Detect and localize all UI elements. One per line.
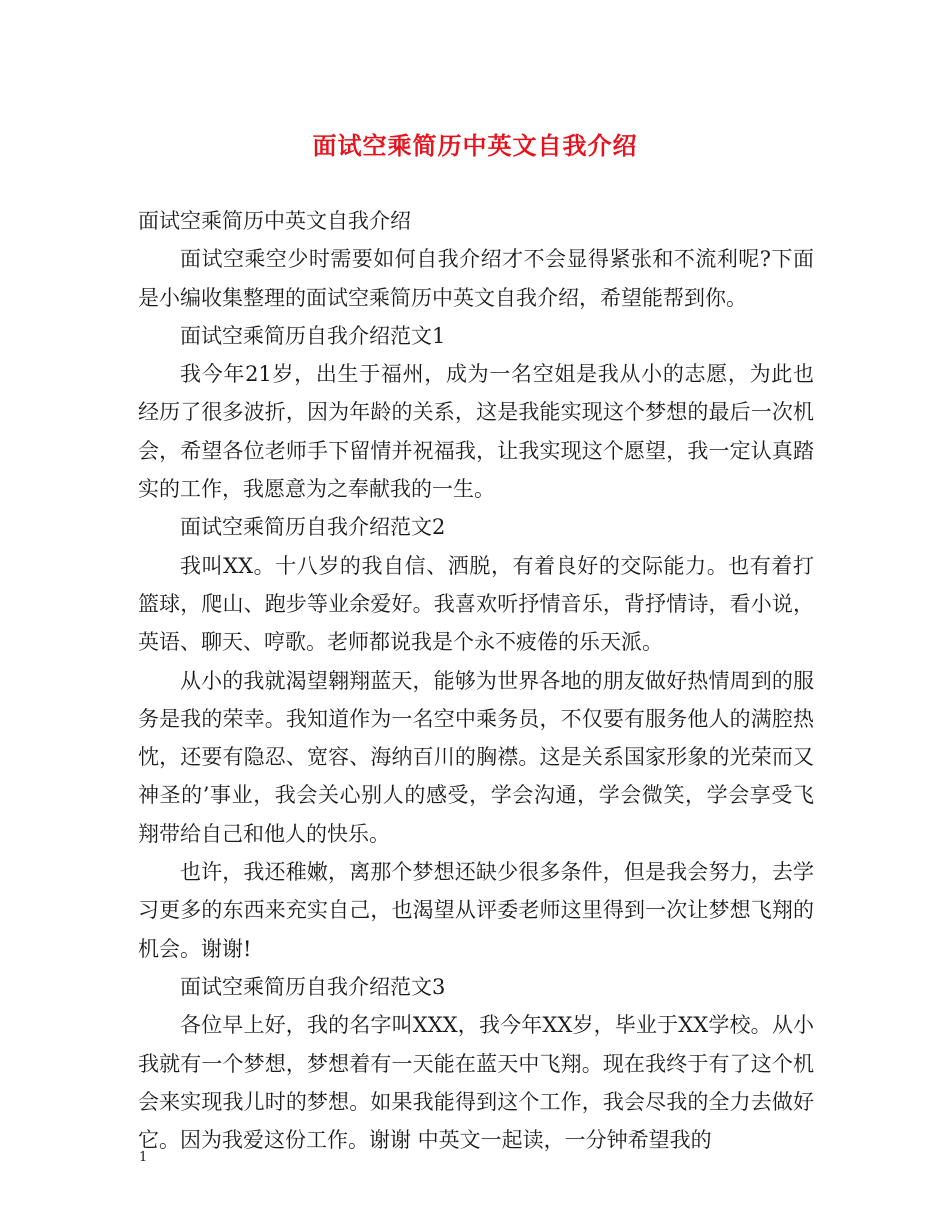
paragraph: 面试空乘简历自我介绍范文3 bbox=[180, 974, 446, 999]
paragraph: 各位早上好，我的名字叫XXX，我今年XX岁，毕业于XX学校。从小我就有一个梦想，梦想着有一天能在蓝天中飞翔。现在我终于有了这个机会来实现我儿时的梦想。如果我能得到这个工作，我会尽我的全力去做好它。因为我爱这份工作。谢谢 中英文一起读，一分钟希望我的 bbox=[138, 1013, 814, 1153]
paragraph: 我今年21岁，出生于福州，成为一名空姐是我从小的志愿，为此也经历了很多波折，因为年龄的关系，这是我能实现这个梦想的最后一次机会，希望各位老师手下留情并祝福我，让我实现这个愿望，我一定认真踏实的工作，我愿意为之奉献我的一生。 bbox=[138, 362, 814, 502]
paragraph: 面试空乘简历自我介绍范文2 bbox=[180, 515, 446, 540]
document-title: 面试空乘简历中英文自我介绍 bbox=[312, 131, 638, 160]
paragraph: 从小的我就渴望翱翔蓝天，能够为世界各地的朋友做好热情周到的服务是我的荣幸。我知道作为一名空中乘务员，不仅要有服务他人的满腔热忱，还要有隐忍、宽容、海纳百川的胸襟。这是关系国家形象的光荣而又神圣的’事业，我会关心别人的感受，学会沟通，学会微笑，学会享受飞翔带给自己和他人的快乐。 bbox=[138, 668, 814, 846]
paragraph: 也许，我还稚嫩，离那个梦想还缺少很多条件，但是我会努力，去学习更多的东西来充实自己，也渴望从评委老师这里得到一次让梦想飞翔的机会。谢谢! bbox=[138, 860, 814, 961]
paragraph: 我叫XX。十八岁的我自信、洒脱，有着良好的交际能力。也有着打篮球，爬山、跑步等业余爱好。我喜欢听抒情音乐，背抒情诗，看小说，英语、聊天、哼歌。老师都说我是个永不疲倦的乐天派。 bbox=[138, 553, 814, 655]
document-body bbox=[138, 202, 814, 1159]
paragraph: 面试空乘空少时需要如何自我介绍才不会显得紧张和不流利呢?下面是小编收集整理的面试空乘简历中英文自我介绍，希望能帮到你。 bbox=[138, 247, 814, 310]
paragraph: 面试空乘简历自我介绍范文1 bbox=[180, 323, 446, 348]
document-subtitle: 面试空乘简历中英文自我介绍 bbox=[138, 209, 411, 233]
page-number: 1 bbox=[139, 1150, 148, 1165]
